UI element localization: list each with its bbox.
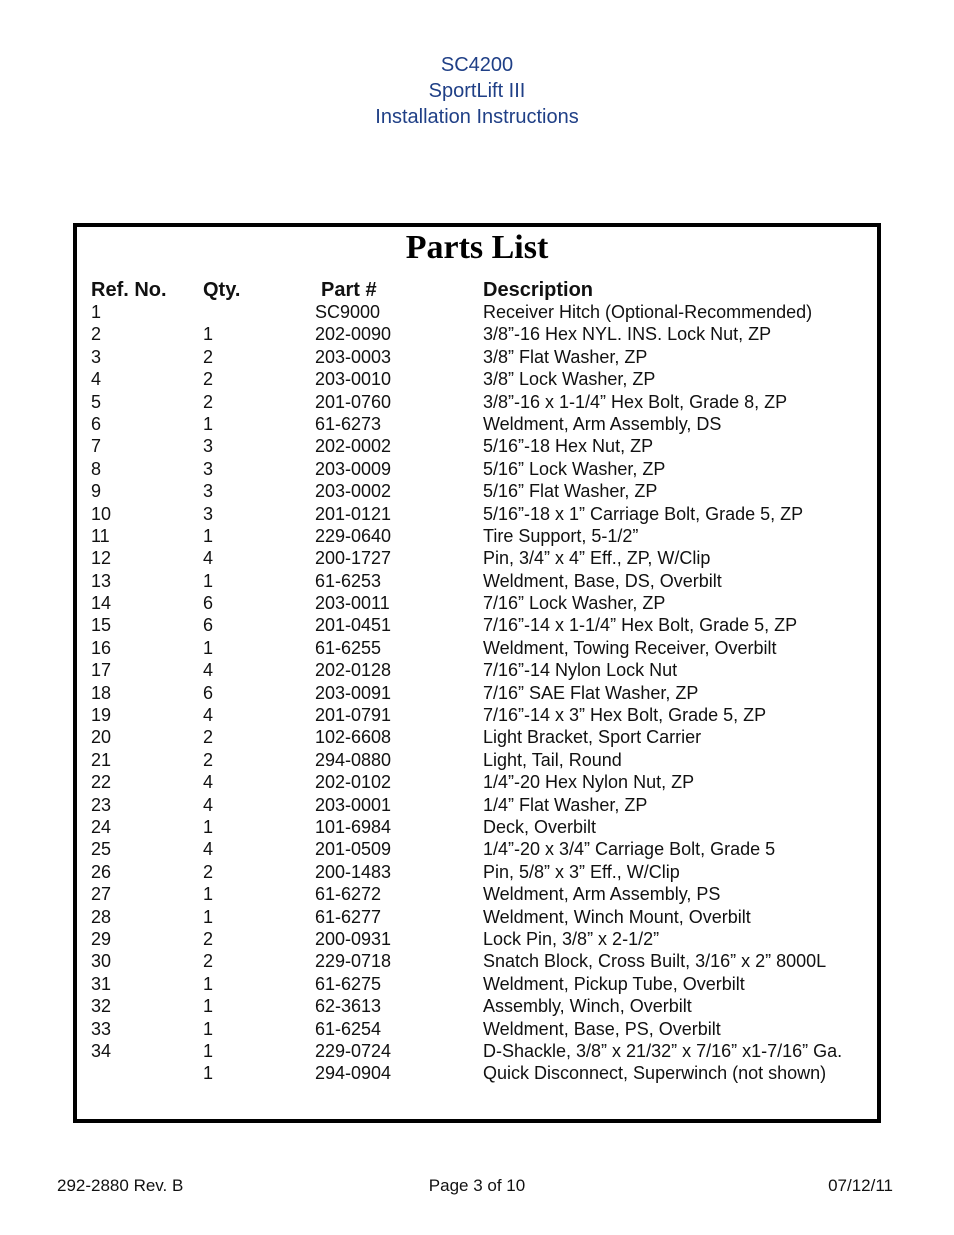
part-number-cell: 201-0451: [315, 615, 392, 636]
description-cell: 3/8” Flat Washer, ZP: [483, 346, 648, 367]
part-number-cell: 61-6273: [315, 413, 382, 434]
description-cell: Tire Support, 5-1/2”: [483, 525, 639, 546]
part-number-cell: 294-0880: [315, 749, 392, 770]
table-row: [77, 1062, 877, 1084]
part-number-cell: 61-6255: [315, 637, 382, 658]
table-row: [77, 614, 877, 636]
table-row: [77, 682, 877, 704]
ref-no-cell: 31: [91, 973, 112, 994]
qty-cell: 2: [203, 951, 214, 972]
description-cell: 1/4”-20 Hex Nylon Nut, ZP: [483, 772, 695, 793]
ref-no-cell: 29: [91, 928, 112, 949]
part-number-cell: 200-1483: [315, 861, 392, 882]
ref-no-cell: 15: [91, 615, 112, 636]
description-cell: D-Shackle, 3/8” x 21/32” x 7/16” x1-7/16” Ga.: [483, 1040, 843, 1061]
table-row: [77, 391, 877, 413]
qty-cell: 1: [203, 816, 214, 837]
ref-no-cell: 4: [91, 369, 102, 390]
table-row: [77, 503, 877, 525]
ref-no-cell: 20: [91, 727, 112, 748]
qty-cell: 2: [203, 346, 214, 367]
table-row: [77, 950, 877, 972]
table-row: [77, 547, 877, 569]
description-cell: Snatch Block, Cross Built, 3/16” x 2” 8000L: [483, 951, 827, 972]
description-cell: Weldment, Towing Receiver, Overbilt: [483, 637, 777, 658]
description-cell: Receiver Hitch (Optional-Recommended): [483, 302, 813, 322]
ref-no-cell: 5: [91, 391, 102, 412]
qty-cell: 1: [203, 1063, 214, 1084]
part-number-cell: 200-1727: [315, 548, 392, 569]
description-cell: 7/16” SAE Flat Washer, ZP: [483, 682, 699, 703]
table-row: [77, 816, 877, 838]
description-cell: Weldment, Base, PS, Overbilt: [483, 1018, 721, 1039]
part-number-cell: 61-6275: [315, 973, 382, 994]
qty-cell: 1: [203, 973, 214, 994]
table-row: [77, 346, 877, 368]
ref-no-cell: 11: [91, 525, 110, 546]
ref-no-cell: 23: [91, 794, 112, 815]
part-number-cell: 201-0791: [315, 705, 392, 726]
part-number-cell: 62-3613: [315, 996, 382, 1017]
qty-cell: 4: [203, 772, 214, 793]
qty-cell: 4: [203, 839, 214, 860]
part-number-cell: 61-6254: [315, 1018, 382, 1039]
table-row: [77, 704, 877, 726]
description-cell: 1/4” Flat Washer, ZP: [483, 794, 648, 815]
part-number-cell: 200-0931: [315, 928, 392, 949]
description-cell: Pin, 5/8” x 3” Eff., W/Clip: [483, 861, 680, 882]
qty-cell: 3: [203, 436, 214, 457]
table-row: [77, 1040, 877, 1062]
part-number-cell: 61-6272: [315, 884, 382, 905]
qty-cell: 2: [203, 391, 214, 412]
table-row: [77, 906, 877, 928]
ref-no-cell: 7: [91, 436, 102, 457]
ref-no-cell: 12: [91, 548, 112, 569]
table-row: [77, 368, 877, 390]
table-row: [77, 749, 877, 771]
description-cell: 5/16”-18 Hex Nut, ZP: [483, 436, 654, 457]
document-number: 292-2880 Rev. B: [57, 1176, 184, 1195]
part-number-cell: 201-0509: [315, 839, 392, 860]
table-row: [77, 525, 877, 547]
table-row: [77, 570, 877, 592]
qty-cell: 1: [203, 637, 214, 658]
part-number-cell: 101-6984: [315, 816, 392, 837]
document-date: 07/12/11: [828, 1176, 893, 1195]
description-cell: Light, Tail, Round: [483, 749, 622, 770]
description-cell: 5/16” Lock Washer, ZP: [483, 458, 666, 479]
qty-cell: 1: [203, 413, 214, 434]
column-header-ref: Ref. No.: [91, 279, 167, 301]
description-cell: Pin, 3/4” x 4” Eff., ZP, W/Clip: [483, 548, 711, 569]
table-row: [77, 995, 877, 1017]
ref-no-cell: 13: [91, 570, 112, 591]
description-cell: 3/8”-16 x 1-1/4” Hex Bolt, Grade 8, ZP: [483, 391, 788, 412]
description-cell: 3/8” Lock Washer, ZP: [483, 369, 656, 390]
part-number-cell: 202-0128: [315, 660, 392, 681]
description-cell: 7/16”-14 x 3” Hex Bolt, Grade 5, ZP: [483, 705, 767, 726]
table-row: [77, 458, 877, 480]
ref-no-cell: 33: [91, 1018, 112, 1039]
qty-cell: 2: [203, 749, 214, 770]
description-cell: Weldment, Arm Assembly, DS: [483, 413, 722, 434]
ref-no-cell: 10: [91, 503, 112, 524]
qty-cell: 6: [203, 682, 214, 703]
description-cell: 7/16”-14 Nylon Lock Nut: [483, 660, 678, 681]
qty-cell: 3: [203, 481, 214, 502]
document-header: [0, 52, 954, 130]
ref-no-cell: 26: [91, 861, 112, 882]
qty-cell: 4: [203, 660, 214, 681]
description-cell: 1/4”-20 x 3/4” Carriage Bolt, Grade 5: [483, 839, 776, 860]
page-number: Page 3 of 10: [428, 1176, 526, 1195]
product-name: SportLift III: [428, 80, 526, 102]
ref-no-cell: 3: [91, 346, 102, 367]
part-number-cell: 102-6608: [315, 727, 392, 748]
description-cell: 3/8”-16 Hex NYL. INS. Lock Nut, ZP: [483, 324, 772, 345]
part-number-cell: 201-0760: [315, 391, 392, 412]
table-row: [77, 838, 877, 860]
parts-table-body: [77, 301, 877, 1085]
table-row: [77, 480, 877, 502]
table-row: [77, 973, 877, 995]
part-number-cell: 294-0904: [315, 1063, 392, 1084]
column-header-qty: Qty.: [203, 279, 241, 301]
part-number-cell: 202-0090: [315, 324, 392, 345]
ref-no-cell: 34: [91, 1040, 112, 1061]
part-number-cell: 201-0121: [315, 503, 392, 524]
qty-cell: 2: [203, 369, 214, 390]
model-number: SC4200: [440, 54, 514, 76]
table-row: [77, 771, 877, 793]
ref-no-cell: 27: [91, 884, 112, 905]
table-row: [77, 928, 877, 950]
part-number-cell: 203-0001: [315, 794, 392, 815]
table-row: [77, 861, 877, 883]
qty-cell: 1: [203, 1018, 214, 1039]
column-header-part: Part #: [321, 279, 377, 301]
part-number-cell: 61-6277: [315, 906, 382, 927]
qty-cell: 2: [203, 861, 214, 882]
part-number-cell: 229-0724: [315, 1040, 392, 1061]
ref-no-cell: 30: [91, 951, 112, 972]
description-cell: 5/16”-18 x 1” Carriage Bolt, Grade 5, ZP: [483, 503, 804, 524]
ref-no-cell: 25: [91, 839, 112, 860]
ref-no-cell: 21: [91, 749, 112, 770]
ref-no-cell: 2: [91, 324, 102, 345]
ref-no-cell: 14: [91, 593, 112, 614]
description-cell: 7/16”-14 x 1-1/4” Hex Bolt, Grade 5, ZP: [483, 615, 798, 636]
ref-no-cell: 9: [91, 481, 102, 502]
qty-cell: 2: [203, 928, 214, 949]
table-row: [77, 794, 877, 816]
ref-no-cell: 24: [91, 816, 112, 837]
ref-no-cell: 32: [91, 996, 112, 1017]
document-type: Installation Instructions: [375, 106, 579, 128]
part-number-cell: 203-0009: [315, 458, 392, 479]
description-cell: Weldment, Winch Mount, Overbilt: [483, 906, 751, 927]
description-cell: Light Bracket, Sport Carrier: [483, 727, 702, 748]
table-row: [77, 301, 877, 323]
table-row: [77, 435, 877, 457]
qty-cell: 1: [203, 525, 214, 546]
table-row: [77, 413, 877, 435]
description-cell: Quick Disconnect, Superwinch (not shown): [483, 1063, 827, 1084]
qty-cell: 3: [203, 503, 214, 524]
table-row: [77, 659, 877, 681]
qty-cell: 1: [203, 1040, 214, 1061]
qty-cell: 1: [203, 570, 214, 591]
part-number-cell: 229-0640: [315, 525, 392, 546]
qty-cell: 1: [203, 996, 214, 1017]
ref-no-cell: 6: [91, 413, 102, 434]
qty-cell: 4: [203, 548, 214, 569]
qty-cell: 6: [203, 593, 214, 614]
table-row: [77, 726, 877, 748]
qty-cell: 1: [203, 324, 214, 345]
table-row: [77, 592, 877, 614]
part-number-cell: 61-6253: [315, 570, 382, 591]
part-number-cell: 229-0718: [315, 951, 392, 972]
description-cell: Weldment, Pickup Tube, Overbilt: [483, 973, 745, 994]
description-cell: Lock Pin, 3/8” x 2-1/2”: [483, 928, 660, 949]
part-number-cell: 203-0003: [315, 346, 392, 367]
description-cell: 7/16” Lock Washer, ZP: [483, 593, 666, 614]
description-cell: Weldment, Base, DS, Overbilt: [483, 570, 722, 591]
description-cell: Weldment, Arm Assembly, PS: [483, 884, 721, 905]
part-number-cell: 202-0002: [315, 436, 392, 457]
description-cell: Deck, Overbilt: [483, 816, 597, 837]
qty-cell: 1: [203, 884, 214, 905]
part-number-cell: 202-0102: [315, 772, 392, 793]
ref-no-cell: 28: [91, 906, 112, 927]
ref-no-cell: 8: [91, 458, 102, 479]
part-number-cell: 203-0011: [315, 593, 390, 614]
table-row: [77, 637, 877, 659]
ref-no-cell: 16: [91, 637, 112, 658]
description-cell: Assembly, Winch, Overbilt: [483, 996, 692, 1017]
qty-cell: 3: [203, 458, 214, 479]
qty-cell: 1: [203, 906, 214, 927]
part-number-cell: SC9000: [315, 302, 381, 322]
qty-cell: 6: [203, 615, 214, 636]
part-number-cell: 203-0010: [315, 369, 392, 390]
part-number-cell: 203-0091: [315, 682, 392, 703]
parts-list-box: [73, 223, 881, 1123]
qty-cell: 4: [203, 794, 214, 815]
ref-no-cell: 17: [91, 660, 112, 681]
qty-cell: 4: [203, 705, 214, 726]
parts-list-title: Parts List: [405, 229, 549, 266]
ref-no-cell: 22: [91, 772, 112, 793]
column-header-description: Description: [483, 279, 594, 301]
ref-no-cell: 19: [91, 705, 112, 726]
ref-no-cell: 1: [91, 302, 102, 322]
description-cell: 5/16” Flat Washer, ZP: [483, 481, 658, 502]
part-number-cell: 203-0002: [315, 481, 392, 502]
table-row: [77, 323, 877, 345]
table-row: [77, 1018, 877, 1040]
qty-cell: 2: [203, 727, 214, 748]
ref-no-cell: 18: [91, 682, 112, 703]
table-row: [77, 883, 877, 905]
